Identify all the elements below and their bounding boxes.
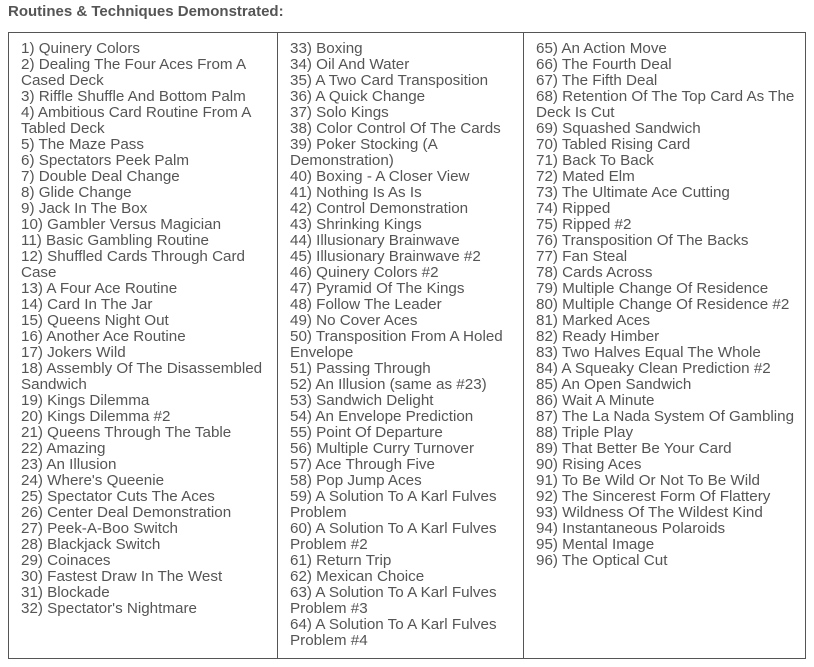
list-item: 75) Ripped #2 [536,216,632,233]
list-item: 58) Pop Jump Aces [290,472,422,489]
list-item: 4) Ambitious Card Routine From A Tabled Deck [21,104,251,137]
list-item: 85) An Open Sandwich [536,376,692,393]
list-item: 33) Boxing [290,40,363,57]
list-item: 55) Point Of Departure [290,424,443,441]
list-item: 56) Multiple Curry Turnover [290,440,474,457]
list-item: 49) No Cover Aces [290,312,418,329]
list-item: 8) Glide Change [21,184,132,201]
list-item: 72) Mated Elm [536,168,635,185]
list-item: 79) Multiple Change Of Residence [536,280,769,297]
list-item: 88) Triple Play [536,424,634,441]
list-item: 45) Illusionary Brainwave #2 [290,248,481,265]
list-item: 71) Back To Back [536,152,654,169]
list-item: 22) Amazing [21,440,106,457]
list-item: 53) Sandwich Delight [290,392,434,409]
routines-column-2 [277,33,523,658]
list-item: 40) Boxing - A Closer View [290,168,470,185]
list-item: 57) Ace Through Five [290,456,435,473]
list-item: 90) Rising Aces [536,456,642,473]
list-item: 7) Double Deal Change [21,168,180,185]
list-item: 61) Return Trip [290,552,392,569]
list-item: 59) A Solution To A Karl Fulves Problem [290,488,497,521]
list-item: 30) Fastest Draw In The West [21,568,223,585]
list-item: 52) An Illusion (same as #23) [290,376,487,393]
list-item: 48) Follow The Leader [290,296,442,313]
list-item: 32) Spectator's Nightmare [21,600,197,617]
list-item: 74) Ripped [536,200,611,217]
list-item: 19) Kings Dilemma [21,392,150,409]
list-item: 13) A Four Ace Routine [21,280,178,297]
list-item: 89) That Better Be Your Card [536,440,732,457]
list-item: 6) Spectators Peek Palm [21,152,189,169]
list-item: 10) Gambler Versus Magician [21,216,222,233]
list-item: 87) The La Nada System Of Gambling [536,408,795,425]
list-item: 21) Queens Through The Table [21,424,232,441]
list-item: 68) Retention Of The Top Card As The Deck Is Cut [536,88,795,121]
list-item: 18) Assembly Of The Disassembled Sandwich [21,360,263,393]
list-item: 44) Illusionary Brainwave [290,232,460,249]
list-item: 5) The Maze Pass [21,136,144,153]
list-item: 43) Shrinking Kings [290,216,422,233]
list-item: 91) To Be Wild Or Not To Be Wild [536,472,760,489]
list-item: 15) Queens Night Out [21,312,169,329]
list-item: 83) Two Halves Equal The Whole [536,344,761,361]
list-item: 36) A Quick Change [290,88,426,105]
list-item: 73) The Ultimate Ace Cutting [536,184,730,201]
list-item: 47) Pyramid Of The Kings [290,280,465,297]
list-item: 1) Quinery Colors [21,40,141,57]
routines-table [8,32,806,659]
list-item: 12) Shuffled Cards Through Card Case [21,248,246,281]
list-item: 29) Coinaces [21,552,111,569]
list-item: 28) Blackjack Switch [21,536,161,553]
list-item: 82) Ready Himber [536,328,660,345]
list-item: 51) Passing Through [290,360,431,377]
list-item: 37) Solo Kings [290,104,389,121]
list-item: 11) Basic Gambling Routine [21,232,209,249]
list-item: 64) A Solution To A Karl Fulves Problem #4 [290,616,497,649]
list-item: 54) An Envelope Prediction [290,408,474,425]
list-item: 50) Transposition From A Holed Envelope [290,328,503,361]
list-item: 25) Spectator Cuts The Aces [21,488,215,505]
list-item: 35) A Two Card Transposition [290,72,489,89]
list-item: 69) Squashed Sandwich [536,120,701,137]
routines-column-1 [9,33,277,658]
page-title: Routines & Techniques Demonstrated: [8,3,284,20]
list-item: 23) An Illusion [21,456,117,473]
list-item: 60) A Solution To A Karl Fulves Problem #2 [290,520,497,553]
list-item: 84) A Squeaky Clean Prediction #2 [536,360,771,377]
list-item: 63) A Solution To A Karl Fulves Problem #3 [290,584,497,617]
list-item: 96) The Optical Cut [536,552,668,569]
list-item: 14) Card In The Jar [21,296,153,313]
list-item: 94) Instantaneous Polaroids [536,520,726,537]
list-item: 93) Wildness Of The Wildest Kind [536,504,763,521]
list-item: 31) Blockade [21,584,110,601]
list-item: 42) Control Demonstration [290,200,469,217]
list-item: 2) Dealing The Four Aces From A Cased Deck [21,56,246,89]
list-item: 81) Marked Aces [536,312,650,329]
list-item: 66) The Fourth Deal [536,56,672,73]
list-item: 76) Transposition Of The Backs [536,232,749,249]
list-item: 46) Quinery Colors #2 [290,264,439,281]
list-item: 65) An Action Move [536,40,667,57]
list-item: 95) Mental Image [536,536,655,553]
list-item: 41) Nothing Is As Is [290,184,422,201]
list-item: 77) Fan Steal [536,248,628,265]
list-item: 67) The Fifth Deal [536,72,658,89]
list-item: 78) Cards Across [536,264,653,281]
list-item: 26) Center Deal Demonstration [21,504,232,521]
list-item: 17) Jokers Wild [21,344,126,361]
list-item: 20) Kings Dilemma #2 [21,408,171,425]
list-item: 86) Wait A Minute [536,392,655,409]
list-item: 16) Another Ace Routine [21,328,186,345]
list-item: 92) The Sincerest Form Of Flattery [536,488,771,505]
list-item: 62) Mexican Choice [290,568,425,585]
list-item: 38) Color Control Of The Cards [290,120,501,137]
routines-column-3 [523,33,805,658]
list-item: 3) Riffle Shuffle And Bottom Palm [21,88,246,105]
list-item: 24) Where's Queenie [21,472,165,489]
list-item: 9) Jack In The Box [21,200,148,217]
list-item: 34) Oil And Water [290,56,410,73]
list-item: 39) Poker Stocking (A Demonstration) [290,136,437,169]
list-item: 80) Multiple Change Of Residence #2 [536,296,790,313]
list-item: 70) Tabled Rising Card [536,136,691,153]
list-item: 27) Peek-A-Boo Switch [21,520,179,537]
